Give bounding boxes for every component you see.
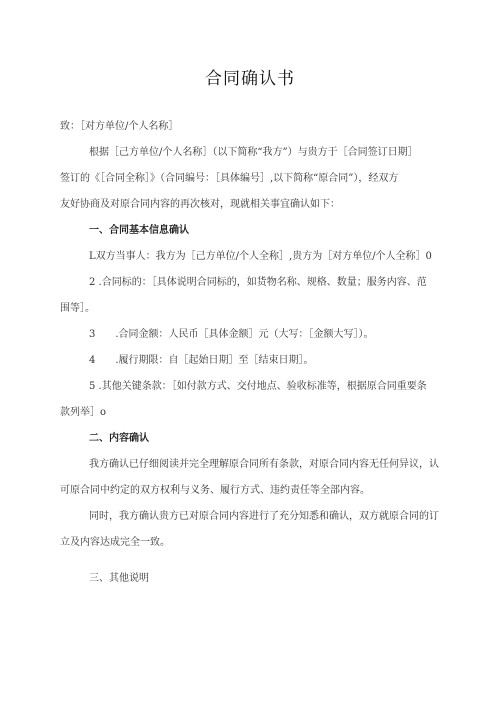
section-1-item-2-line-2: 围等］。 xyxy=(60,303,95,314)
intro-line-2: 签订的《［合同全称］》（合同编号：［具体编号］,以下简称“原合同”），经双方 xyxy=(60,173,399,184)
section-1-heading: 一、合同基本信息确认 xyxy=(89,225,189,236)
section-2-para-1-line-2: 可原合同中约定的双方权利与义务、履行方式、违约责任等全部内容。 xyxy=(60,485,370,496)
section-2-heading: 二、内容确认 xyxy=(89,433,149,444)
salutation: 致：［对方单位/个人名称］ xyxy=(60,121,179,132)
section-2-para-1-line-1: 我方确认已仔细阅读并完全理解原合同所有条款，对原合同内容无任何异议，认 xyxy=(89,459,439,470)
section-2-para-2-line-2: 立及内容达成完全一致。 xyxy=(60,537,170,548)
section-3-heading: 三、其他说明 xyxy=(89,573,149,584)
section-1-item-5-line-2: 款列举］o xyxy=(60,407,107,418)
section-1-item-1: L双方当事人：我方为［己方单位/个人全称］,贵方为［对方单位/个人全称］0 xyxy=(89,251,432,262)
intro-line-1: 根据［己方单位/个人名称］（以下简称“我方”）与贵方于［合同签订日期］ xyxy=(89,147,418,158)
section-2-para-2-line-1: 同时，我方确认贵方已对原合同内容进行了充分知悉和确认，双方就原合同的订 xyxy=(89,511,439,522)
section-1-item-5-line-1: 5 .其他关键条款：［如付款方式、交付地点、验收标准等，根据原合同重要条 xyxy=(89,381,427,392)
document-title: 合同确认书 xyxy=(205,69,295,89)
section-1-item-2-line-1: 2 .合同标的：［具体说明合同标的，如货物名称、规格、数量；服务内容、范 xyxy=(89,277,427,288)
section-1-item-4: 4 .履行期限：自［起始日期］至［结束日期］。 xyxy=(89,355,314,366)
intro-line-3: 友好协商及对原合同内容的再次核对，现就相关事宜确认如下： xyxy=(60,199,340,210)
section-1-item-3: 3 .合同金额：人民币［具体金额］元（大写：［金额大写］）。 xyxy=(89,329,374,340)
